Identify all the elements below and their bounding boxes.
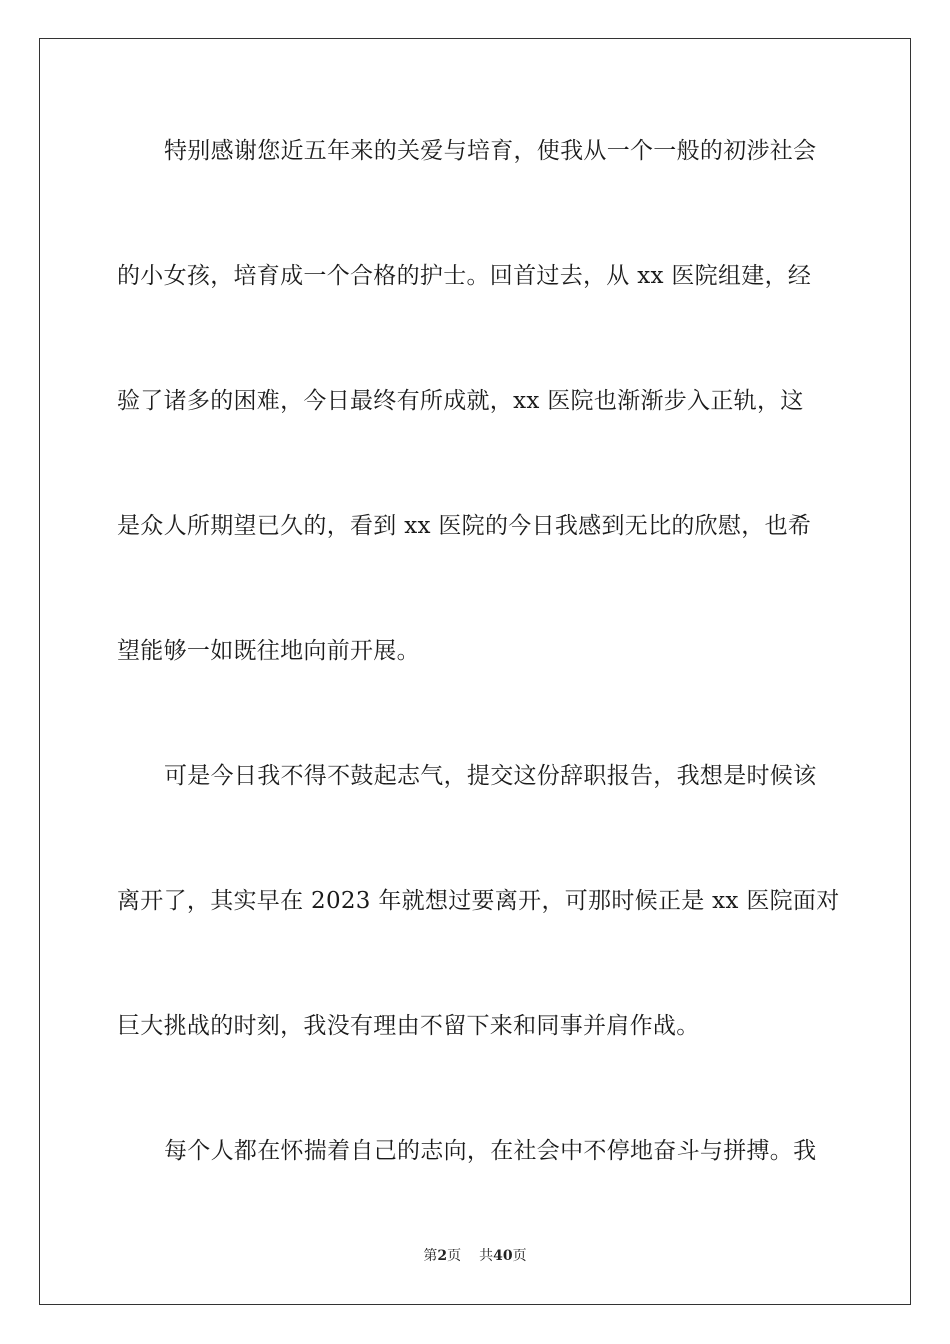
total-pages: 40 xyxy=(493,1248,513,1264)
paragraph-1-line-2: 的小女孩，培育成一个合格的护士。回首过去，从 xx 医院组建，经 xyxy=(117,263,812,289)
paragraph-1-line-3: 验了诸多的困难，今日最终有所成就，xx 医院也渐渐步入正轨，这 xyxy=(117,388,804,414)
page-suffix: 页 xyxy=(447,1248,462,1264)
paragraph-3-line-1: 每个人都在怀揣着自己的志向，在社会中不停地奋斗与拼搏。我 xyxy=(164,1138,817,1164)
page-border xyxy=(39,38,911,1305)
paragraph-2-line-2: 离开了，其实早在 2023 年就想过要离开，可那时候正是 xx 医院面对 xyxy=(117,888,840,914)
paragraph-2-line-1: 可是今日我不得不鼓起志气，提交这份辞职报告，我想是时候该 xyxy=(164,763,817,789)
total-suffix: 页 xyxy=(512,1248,527,1264)
total-prefix: 共 xyxy=(479,1248,494,1264)
page-prefix: 第 xyxy=(423,1248,438,1264)
page-number: 2 xyxy=(437,1248,448,1264)
page-footer xyxy=(0,1247,950,1265)
paragraph-1-line-5: 望能够一如既往地向前开展。 xyxy=(117,638,420,664)
paragraph-1-line-4: 是众人所期望已久的，看到 xx 医院的今日我感到无比的欣慰，也希 xyxy=(117,513,812,539)
paragraph-2-line-3: 巨大挑战的时刻，我没有理由不留下来和同事并肩作战。 xyxy=(117,1013,700,1039)
paragraph-1-line-1: 特别感谢您近五年来的关爱与培育，使我从一个一般的初涉社会 xyxy=(164,138,817,164)
